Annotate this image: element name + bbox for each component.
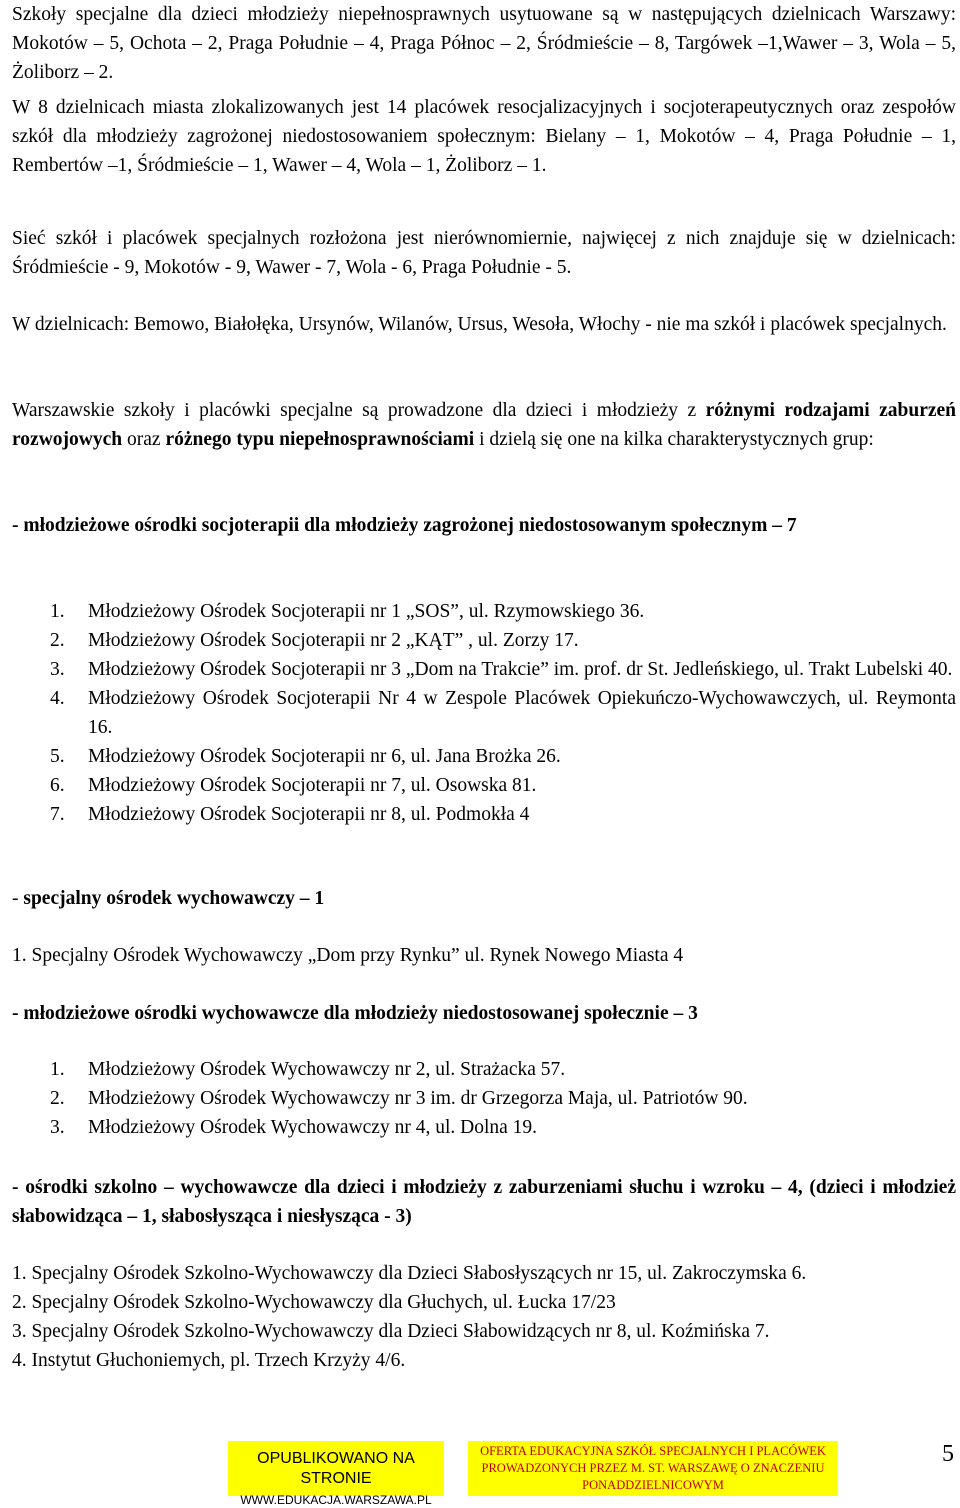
- page-footer: [228, 1441, 928, 1507]
- list-item: 4. Instytut Głuchoniemych, pl. Trzech Krzyży 4/6.: [12, 1350, 406, 1371]
- list-item: [50, 655, 956, 684]
- list-item: [50, 800, 956, 829]
- list-number: 3.: [50, 659, 65, 680]
- list-item: [50, 771, 956, 800]
- paragraph-network-distribution: Sieć szkół i placówek specjalnych rozłożona jest nierównomiernie, najwięcej z nich znajduje się w dzielnicach: Śródmieście - 9, Mokotów - 9, Wawer - 7, Wola - 6, Praga Południe - 5.: [12, 228, 956, 278]
- paragraph-districts-without-schools: W dzielnicach: Bemowo, Białołęka, Ursynów, Wilanów, Ursus, Wesoła, Włochy - nie ma szkół i placówek specjalnych.: [12, 314, 947, 335]
- list-item: 3. Specjalny Ośrodek Szkolno-Wychowawczy dla Dzieci Słabowidzących nr 8, ul. Koźmińska 7.: [12, 1321, 770, 1342]
- list-text: Młodzieżowy Ośrodek Socjoterapii nr 6, ul. Jana Brożka 26.: [88, 746, 561, 767]
- list-item-dom-przy-rynku: 1. Specjalny Ośrodek Wychowawczy „Dom przy Rynku” ul. Rynek Nowego Miasta 4: [12, 945, 684, 966]
- heading-wychowawcze-text: - młodzieżowe ośrodki wychowawcze dla młodzieży niedostosowanej społecznie – 3: [12, 1003, 698, 1024]
- heading-szkolno-wychowawcze-text: - ośrodki szkolno – wychowawcze dla dzieci i młodzieży z zaburzeniami słuchu i wzroku – 4, (dzieci i młodzież słabowidząca – 1, słabosłysząca i niesłysząca - 3): [12, 1177, 956, 1227]
- list-szkolno-wychowawcze: [12, 1259, 956, 1375]
- paragraph-groups-intro: [12, 396, 956, 454]
- intro-paragraph-districts: Szkoły specjalne dla dzieci młodzieży niepełnosprawnych usytuowane są w następujących dzielnicach Warszawy: Mokotów – 5, Ochota – 2, Praga Południe – 4, Praga Północ – 2, Śródmieście – 8, Targówek –1,Wawer – 3, Wola – 5, Żoliborz – 2.: [12, 4, 956, 83]
- list-item: [50, 626, 956, 655]
- p5-text-2: oraz: [122, 429, 166, 450]
- list-number: 5.: [50, 746, 65, 767]
- list-item: [50, 742, 956, 771]
- p5-bold-2: różnego typu niepełnosprawnościami: [165, 429, 475, 450]
- heading-specjalny-osrodek-text: specjalny ośrodek wychowawczy – 1: [23, 888, 325, 909]
- list-wychowawcze: [50, 1055, 956, 1142]
- footer-offer-line-1: OFERTA EDUKACYJNA SZKÓŁ SPECJALNYCH I PLACÓWEK: [480, 1444, 826, 1458]
- list-text: Młodzieżowy Ośrodek Socjoterapii Nr 4 w Zespole Placówek Opiekuńczo-Wychowawczych, ul. Reymonta 16.: [88, 688, 956, 738]
- heading-socjoterapia-text: - młodzieżowe ośrodki socjoterapii dla młodzieży zagrożonej niedostosowanym społecznym – 7: [12, 515, 797, 536]
- list-item: 2. Specjalny Ośrodek Szkolno-Wychowawczy dla Głuchych, ul. Łucka 17/23: [12, 1292, 616, 1313]
- list-number: 1.: [50, 601, 65, 622]
- list-text: Młodzieżowy Ośrodek Wychowawczy nr 3 im. dr Grzegorza Maja, ul. Patriotów 90.: [88, 1088, 748, 1109]
- list-number: 2.: [50, 630, 65, 651]
- list-text: Młodzieżowy Ośrodek Socjoterapii nr 3 „Dom na Trakcie” im. prof. dr St. Jedleńskiego, ul. Trakt Lubelski 40.: [88, 659, 953, 680]
- p5-bold-1: różnymi rodzajami zaburzeń rozwojowych: [12, 400, 957, 450]
- footer-website: WWW.EDUKACJA.WARSZAWA.PL: [240, 1493, 432, 1507]
- list-item: [50, 1084, 956, 1113]
- footer-offer-line-3: PONADDZIELNICOWYM: [582, 1478, 724, 1492]
- list-item: 1. Specjalny Ośrodek Szkolno-Wychowawczy dla Dzieci Słabosłyszących nr 15, ul. Zakroczymska 6.: [12, 1263, 807, 1284]
- footer-offer-line-2: PROWADZONYCH PRZEZ M. ST. WARSZAWĘ O ZNACZENIU: [481, 1461, 825, 1475]
- paragraph-resocialization-facilities: W 8 dzielnicach miasta zlokalizowanych jest 14 placówek resocjalizacyjnych i socjoterapeutycznych oraz zespołów szkół dla młodzieży zagrożonej niedostosowaniem społecznym: Bielany – 1, Mokotów – 4, Praga Południe – 1, Rembertów –1, Śródmieście – 1, Wawer – 4, Wola – 1, Żoliborz – 1.: [12, 97, 956, 176]
- list-text: Młodzieżowy Ośrodek Socjoterapii nr 1 „SOS”, ul. Rzymowskiego 36.: [88, 601, 645, 622]
- heading-specjalny-osrodek: [12, 884, 956, 913]
- list-socjoterapia: [50, 597, 956, 829]
- list-number: 3.: [50, 1117, 65, 1138]
- list-number: 6.: [50, 775, 65, 796]
- list-text: Młodzieżowy Ośrodek Socjoterapii nr 7, ul. Osowska 81.: [88, 775, 537, 796]
- heading-wychowawcze: [12, 999, 956, 1028]
- list-text: Młodzieżowy Ośrodek Socjoterapii nr 8, ul. Podmokła 4: [88, 804, 530, 825]
- list-number: 4.: [50, 688, 65, 709]
- list-item: [50, 597, 956, 626]
- footer-published-box: [228, 1441, 444, 1507]
- p5-text-1: Warszawskie szkoły i placówki specjalne są prowadzone dla dzieci i młodzieży z: [12, 400, 706, 421]
- list-text: Młodzieżowy Ośrodek Wychowawczy nr 2, ul. Strażacka 57.: [88, 1059, 566, 1080]
- footer-published-label: OPUBLIKOWANO NA STRONIE: [257, 1450, 415, 1487]
- list-item: [50, 1113, 956, 1142]
- list-item: [50, 1055, 956, 1084]
- list-number: 7.: [50, 804, 65, 825]
- list-number: 2.: [50, 1088, 65, 1109]
- list-text: Młodzieżowy Ośrodek Wychowawczy nr 4, ul. Dolna 19.: [88, 1117, 538, 1138]
- p5-text-3: i dzielą się one na kilka charakterystycznych grup:: [474, 429, 874, 450]
- list-number: 1.: [50, 1059, 65, 1080]
- footer-offer-box: [468, 1441, 838, 1496]
- heading-prefix: -: [12, 888, 24, 909]
- heading-socjoterapia: [12, 511, 956, 540]
- heading-szkolno-wychowawcze: [12, 1173, 956, 1231]
- page-number: 5: [942, 1441, 954, 1467]
- list-text: Młodzieżowy Ośrodek Socjoterapii nr 2 „KĄT” , ul. Zorzy 17.: [88, 630, 579, 651]
- list-item: [50, 684, 956, 742]
